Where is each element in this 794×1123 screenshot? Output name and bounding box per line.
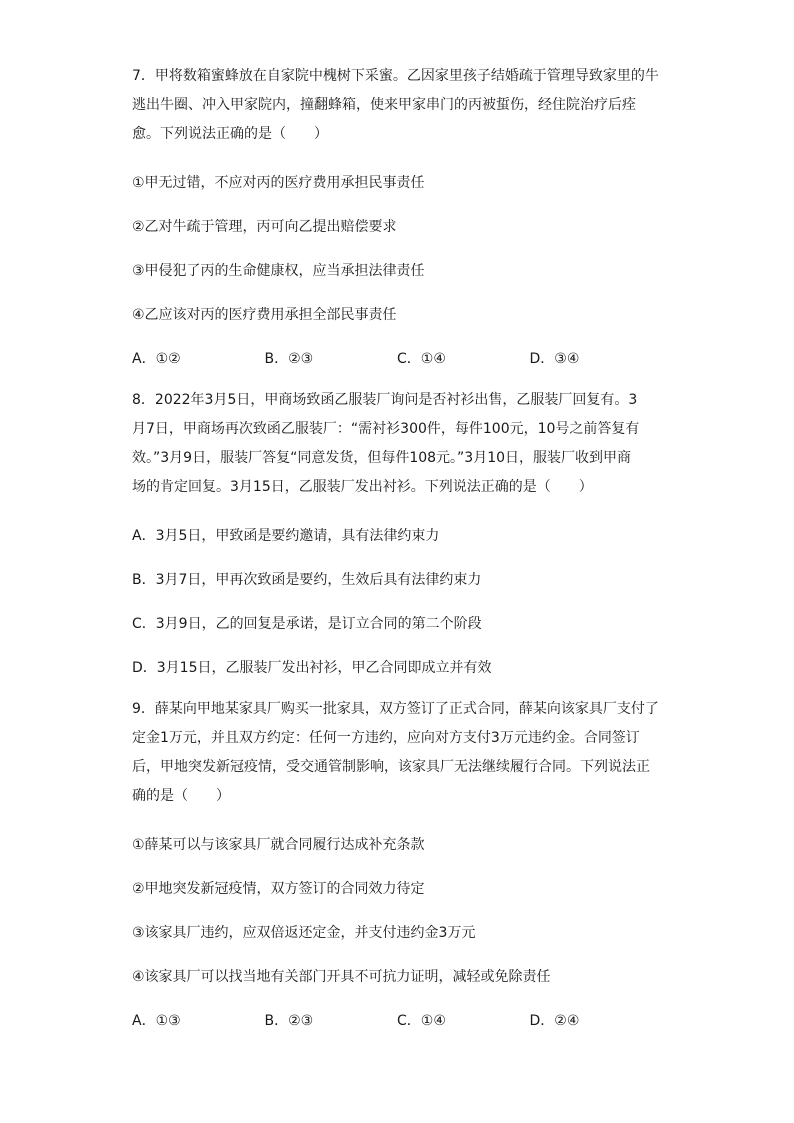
question-stem: [132, 695, 662, 811]
statement-option: ③该家具厂违约，应双倍返还定金，并支付违约金3万元: [132, 925, 476, 941]
statement-option: ④该家具厂可以找当地有关部门开具不可抗力证明，减轻或免除责任: [132, 969, 551, 985]
choice-d: D．3月15日，乙服装厂发出衬衫，甲乙合同即成立并有效: [132, 660, 492, 676]
answer-choices: [132, 349, 662, 369]
stem-line: 定金1万元，并且双方约定：任何一方违约，应向对方支付3万元违约金。合同签订: [132, 730, 640, 746]
choice-a: A．①②: [132, 351, 181, 367]
statement-option: ①甲无过错，不应对丙的医疗费用承担民事责任: [132, 175, 425, 191]
choice-d: D．③④: [529, 351, 580, 367]
exam-page: [132, 62, 662, 1031]
stem-line: 确的是（ ）: [132, 788, 230, 804]
statement-option: ②乙对牛疏于管理，丙可向乙提出赔偿要求: [132, 219, 397, 235]
statement-option: ③甲侵犯了丙的生命健康权，应当承担法律责任: [132, 263, 425, 279]
question-8: [132, 386, 662, 678]
choice-c: C．①④: [397, 351, 446, 367]
choice-c: C．3月9日，乙的回复是承诺，是订立合同的第二个阶段: [132, 616, 482, 632]
statement-option: ①薛某可以与该家具厂就合同履行达成补充条款: [132, 837, 425, 853]
stem-line: 效。”3月9日，服装厂答复“同意发货，但每件108元。”3月10日，服装厂收到甲商: [132, 450, 632, 466]
choice-b: B．②③: [264, 1013, 314, 1029]
stem-line: 月7日，甲商场再次致函乙服装厂：“需衬衫300件，每件100元，10号之前答复有: [132, 421, 640, 437]
statement-option: ④乙应该对丙的医疗费用承担全部民事责任: [132, 307, 397, 323]
stem-line: 后，甲地突发新冠疫情，受交通管制影响，该家具厂无法继续履行合同。下列说法正: [132, 759, 650, 775]
stem-line: 7．甲将数箱蜜蜂放在自家院中槐树下采蜜。乙因家里孩子结婚疏于管理导致家里的牛: [132, 68, 659, 84]
stem-line: 场的肯定回复。3月15日，乙服装厂发出衬衫。下列说法正确的是（ ）: [132, 479, 593, 495]
choice-c: C．①④: [397, 1013, 446, 1029]
choice-a: A．①③: [132, 1013, 181, 1029]
choice-d: D．②④: [529, 1013, 580, 1029]
choice-a: A．3月5日，甲致函是要约邀请，具有法律约束力: [132, 528, 440, 544]
stem-line: 8．2022年3月5日，甲商场致函乙服装厂询问是否衬衫出售，乙服装厂回复有。3: [132, 392, 638, 408]
stem-line: 逃出牛圈、冲入甲家院内，撞翻蜂箱，使来甲家串门的丙被蜇伤，经住院治疗后痊: [132, 97, 636, 113]
question-stem: [132, 62, 662, 149]
choice-b: B．②③: [264, 351, 314, 367]
question-stem: [132, 386, 662, 502]
stem-line: 愈。下列说法正确的是（ ）: [132, 126, 328, 142]
choice-b: B．3月7日，甲再次致函是要约，生效后具有法律约束力: [132, 572, 482, 588]
answer-choices: [132, 1011, 662, 1031]
stem-line: 9．薛某向甲地某家具厂购买一批家具，双方签订了正式合同，薛某向该家具厂支付了: [132, 701, 659, 717]
question-7: [132, 62, 662, 369]
statement-option: ②甲地突发新冠疫情，双方签订的合同效力待定: [132, 881, 425, 897]
question-9: [132, 695, 662, 1031]
